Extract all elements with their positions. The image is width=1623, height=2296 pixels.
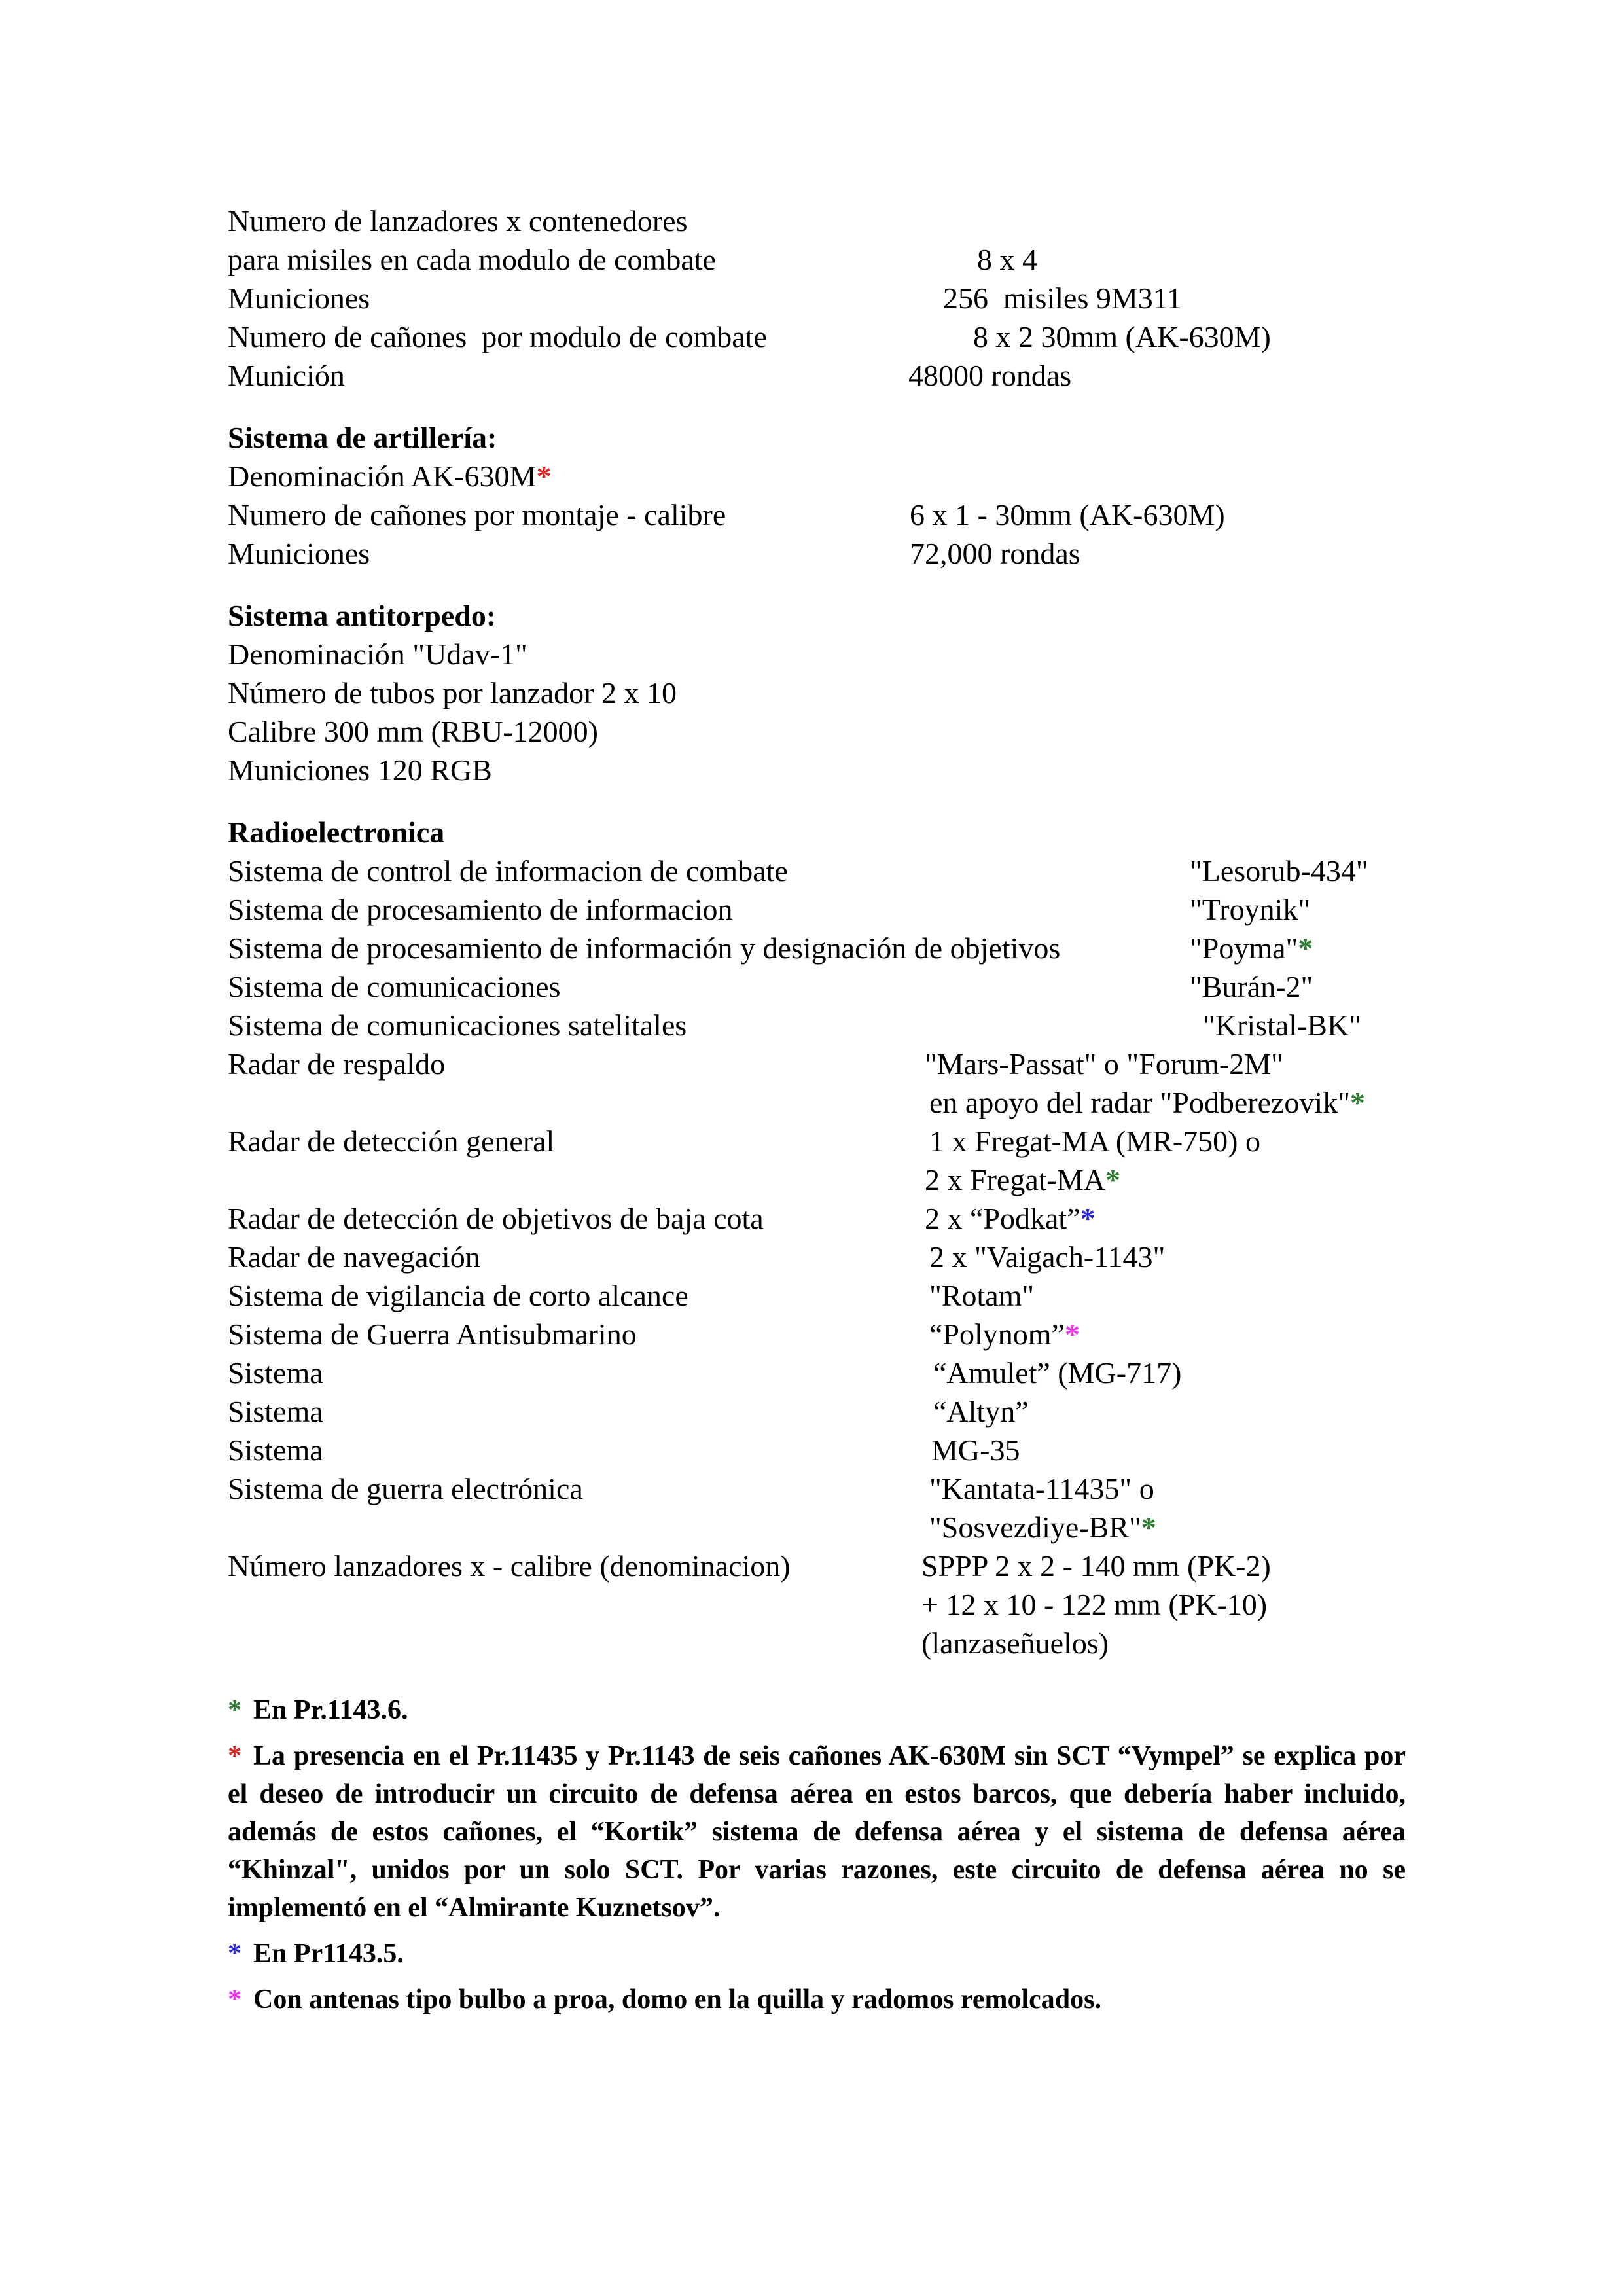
spec-value: 48000 rondas bbox=[908, 359, 1072, 392]
spec-label: para misiles en cada modulo de combate bbox=[228, 243, 716, 276]
spec-row bbox=[228, 495, 1406, 534]
spec-label: Radar de navegación bbox=[228, 1240, 480, 1274]
spec-row bbox=[228, 317, 1406, 356]
spec-value: SPPP 2 x 2 - 140 mm (PK-2) bbox=[921, 1549, 1271, 1583]
spec-row bbox=[228, 202, 1406, 240]
spec-label: Sistema de vigilancia de corto alcance bbox=[228, 1279, 688, 1312]
spec-value: 72,000 rondas bbox=[910, 537, 1080, 570]
spec-label: Sistema de comunicaciones satelitales bbox=[228, 1009, 687, 1042]
spec-label: Sistema bbox=[228, 1395, 323, 1428]
footnote bbox=[228, 1981, 1406, 2018]
spec-value: "Rotam" bbox=[929, 1279, 1035, 1312]
spec-value: MG-35 bbox=[931, 1433, 1020, 1467]
spec-value: 2 x Fregat-MA* bbox=[925, 1163, 1120, 1196]
spec-value: en apoyo del radar "Podberezovik"* bbox=[929, 1086, 1365, 1119]
spec-value: 8 x 2 30mm (AK-630M) bbox=[973, 320, 1271, 353]
spec-row bbox=[228, 1547, 1406, 1585]
spec-row bbox=[228, 457, 1406, 495]
spec-row bbox=[228, 1006, 1406, 1045]
spec-row bbox=[228, 534, 1406, 573]
footnote-marker-asterisk: * bbox=[228, 1695, 241, 1725]
spec-row bbox=[228, 356, 1406, 395]
spec-label: Sistema bbox=[228, 1433, 323, 1467]
spec-row bbox=[228, 1238, 1406, 1276]
spec-row bbox=[228, 751, 1406, 789]
spec-value: 6 x 1 - 30mm (AK-630M) bbox=[910, 498, 1225, 531]
spec-value: "Troynik" bbox=[1190, 893, 1311, 926]
spec-label: Numero de cañones por modulo de combate bbox=[228, 320, 767, 353]
spec-label: Sistema de procesamiento de información y designación de objetivos bbox=[228, 931, 1061, 965]
spec-label: Radar de detección general bbox=[228, 1124, 555, 1158]
spec-label: Munición bbox=[228, 359, 345, 392]
spec-value: (lanzaseñuelos) bbox=[921, 1626, 1109, 1660]
spec-label: Sistema de control de informacion de combate bbox=[228, 854, 788, 888]
spec-row bbox=[228, 967, 1406, 1006]
spec-value: "Burán-2" bbox=[1190, 970, 1313, 1003]
spec-row bbox=[228, 279, 1406, 317]
footnote-text: Con antenas tipo bulbo a proa, domo en la quilla y radomos remolcados. bbox=[253, 1984, 1101, 2015]
spec-label: Denominación "Udav-1" bbox=[228, 637, 527, 671]
footnote-marker-asterisk: * bbox=[228, 1939, 241, 1969]
spec-row bbox=[228, 1045, 1406, 1083]
spec-value: 1 x Fregat-MA (MR-750) o bbox=[929, 1124, 1260, 1158]
spec-row bbox=[228, 1508, 1406, 1547]
reference-asterisk: * bbox=[1064, 1318, 1080, 1351]
spec-row bbox=[228, 1431, 1406, 1469]
spec-label: Sistema bbox=[228, 1356, 323, 1390]
reference-asterisk: * bbox=[536, 459, 552, 493]
footnote-marker-asterisk: * bbox=[228, 1741, 241, 1771]
spec-row bbox=[228, 635, 1406, 673]
spec-value: “Altyn” bbox=[933, 1395, 1029, 1428]
spec-row bbox=[228, 1315, 1406, 1354]
spec-row bbox=[228, 1122, 1406, 1160]
spec-label: Denominación AK-630M bbox=[228, 459, 537, 493]
spec-label: Calibre 300 mm (RBU-12000) bbox=[228, 715, 598, 748]
spec-row bbox=[228, 1469, 1406, 1508]
spec-label: Radar de respaldo bbox=[228, 1047, 446, 1081]
footnote bbox=[228, 1935, 1406, 1973]
spec-row bbox=[228, 673, 1406, 712]
spec-value: "Poyma"* bbox=[1190, 931, 1313, 965]
reference-asterisk: * bbox=[1080, 1202, 1096, 1235]
reference-asterisk: * bbox=[1141, 1511, 1156, 1544]
spec-label: Radar de detección de objetivos de baja cota bbox=[228, 1202, 764, 1235]
spec-label: Sistema de comunicaciones bbox=[228, 970, 561, 1003]
spec-value: "Lesorub-434" bbox=[1190, 854, 1368, 888]
section-heading: Sistema de artillería: bbox=[228, 421, 497, 454]
spec-value: “Polynom”* bbox=[929, 1318, 1080, 1351]
spec-row bbox=[228, 1585, 1406, 1624]
document-content bbox=[228, 202, 1406, 2026]
spec-label: Sistema de Guerra Antisubmarino bbox=[228, 1318, 637, 1351]
spec-value: 256 misiles 9M311 bbox=[943, 281, 1183, 315]
footnote-text: En Pr1143.5. bbox=[253, 1939, 404, 1969]
footnote-marker-asterisk: * bbox=[228, 1984, 241, 2015]
spec-row bbox=[228, 1276, 1406, 1315]
spec-row bbox=[228, 240, 1406, 279]
spec-value: "Kantata-11435" o bbox=[929, 1472, 1154, 1505]
spec-label: Municiones bbox=[228, 537, 370, 570]
reference-asterisk: * bbox=[1105, 1163, 1120, 1196]
spec-value: + 12 x 10 - 122 mm (PK-10) bbox=[921, 1588, 1268, 1621]
spec-value: "Sosvezdiye-BR"* bbox=[929, 1511, 1156, 1544]
spec-row bbox=[228, 1354, 1406, 1392]
footnote bbox=[228, 1737, 1406, 1927]
spec-row bbox=[228, 929, 1406, 967]
spec-row bbox=[228, 1624, 1406, 1662]
section-heading: Sistema antitorpedo: bbox=[228, 599, 497, 632]
spec-label: Sistema de guerra electrónica bbox=[228, 1472, 583, 1505]
spec-row bbox=[228, 1392, 1406, 1431]
spec-label: Número de tubos por lanzador 2 x 10 bbox=[228, 676, 677, 709]
spec-value: "Mars-Passat" o "Forum-2M" bbox=[925, 1047, 1283, 1081]
reference-asterisk: * bbox=[1350, 1086, 1365, 1119]
reference-asterisk: * bbox=[1298, 931, 1313, 965]
spec-label: Municiones bbox=[228, 281, 370, 315]
spec-row bbox=[228, 1160, 1406, 1199]
spec-row bbox=[228, 712, 1406, 751]
footnote-text: La presencia en el Pr.11435 y Pr.1143 de seis cañones AK-630M sin SCT “Vympel” se explica por el deseo de introducir un circuito de defensa aérea en estos barcos, que debería haber incluido, además de estos cañones, el “Kortik” sistema de defensa aérea y el sistema de defensa aérea “Khinzal", unidos por un solo SCT. Por varias razones, este circuito de defensa aérea no se implementó en el “Almirante Kuznetsov”. bbox=[228, 1741, 1406, 1923]
section-heading: Radioelectronica bbox=[228, 816, 445, 849]
spec-row bbox=[228, 1083, 1406, 1122]
footnote-text: En Pr.1143.6. bbox=[253, 1695, 408, 1725]
spec-row bbox=[228, 890, 1406, 929]
spec-label: Municiones 120 RGB bbox=[228, 753, 492, 787]
spec-row bbox=[228, 1199, 1406, 1238]
spec-value: 2 x "Vaigach-1143" bbox=[929, 1240, 1166, 1274]
spec-label: Numero de lanzadores x contenedores bbox=[228, 204, 688, 238]
footnotes-block bbox=[228, 1691, 1406, 2018]
footnote bbox=[228, 1691, 1406, 1729]
spec-label: Sistema de procesamiento de informacion bbox=[228, 893, 733, 926]
spec-label: Número lanzadores x - calibre (denominacion) bbox=[228, 1549, 791, 1583]
spec-label: Numero de cañones por montaje - calibre bbox=[228, 498, 726, 531]
spec-value: 8 x 4 bbox=[977, 243, 1037, 276]
spec-value: 2 x “Podkat”* bbox=[925, 1202, 1096, 1235]
spec-value: "Kristal-BK" bbox=[1203, 1009, 1361, 1042]
spec-row bbox=[228, 852, 1406, 890]
spec-value: “Amulet” (MG-717) bbox=[933, 1356, 1182, 1390]
